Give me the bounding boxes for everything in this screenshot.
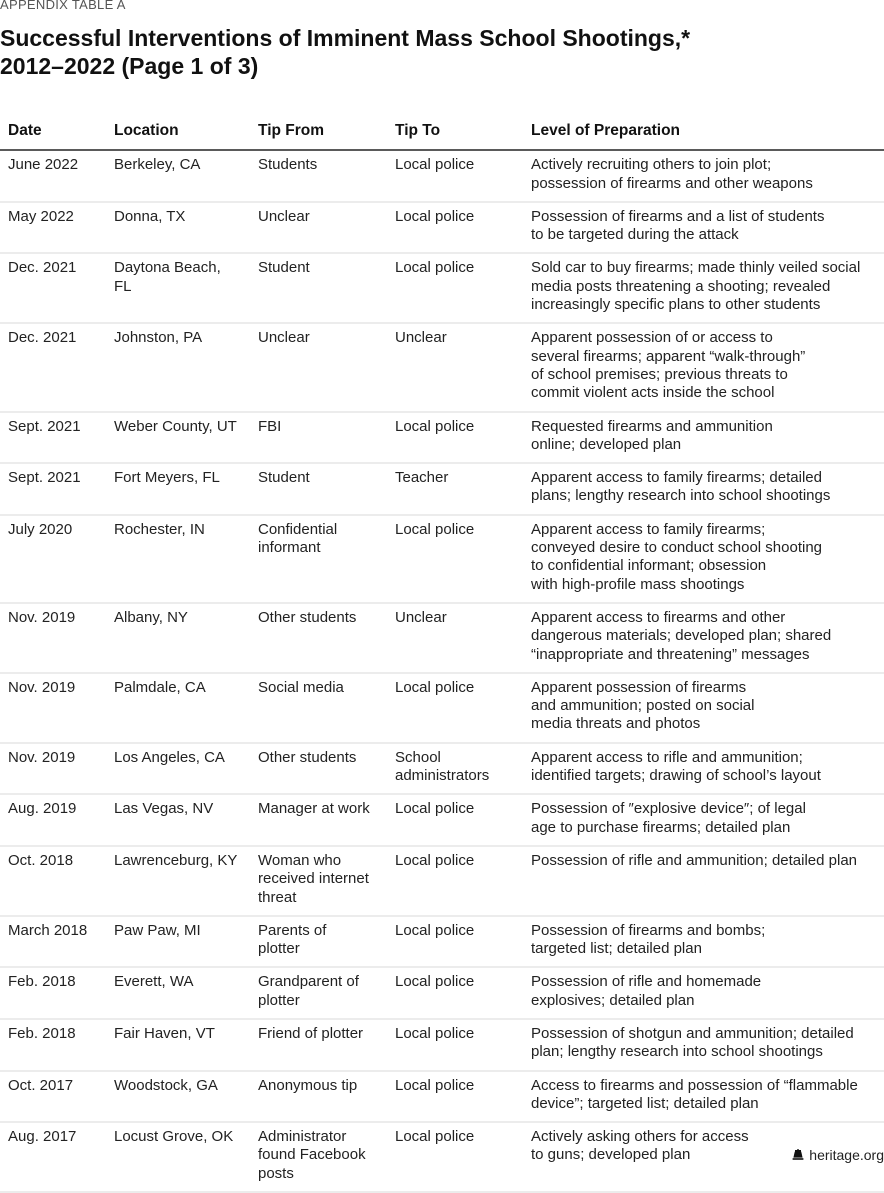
cell-location-line: Las Vegas, NV <box>114 800 214 818</box>
cell-preparation <box>523 1071 884 1123</box>
cell-preparation-line: targeted list; detailed plan <box>531 940 702 958</box>
cell-location <box>106 463 250 515</box>
cell-tip-to-line: School <box>395 748 441 766</box>
cell-preparation-line: Requested firearms and ammunition <box>531 417 773 435</box>
cell-tip-from <box>250 1071 387 1123</box>
cell-tip-to <box>387 603 523 673</box>
cell-location <box>106 794 250 846</box>
cell-preparation-line: Apparent access to firearms and other <box>531 608 786 626</box>
cell-preparation-line: to guns; developed plan <box>531 1146 691 1164</box>
cell-tip-from-line: Social media <box>258 678 344 696</box>
column-header-date: Date <box>0 117 106 150</box>
cell-preparation <box>523 673 884 743</box>
cell-preparation-line: online; developed plan <box>531 435 682 453</box>
table-row <box>0 743 884 795</box>
cell-location-line: Albany, NY <box>114 608 188 626</box>
cell-date <box>0 967 106 1019</box>
cell-location <box>106 967 250 1019</box>
cell-tip-from-line: threat <box>258 888 297 906</box>
table-row <box>0 202 884 254</box>
cell-tip-from-line: FBI <box>258 417 282 435</box>
cell-location <box>106 150 250 202</box>
cell-tip-to <box>387 412 523 464</box>
cell-preparation <box>523 202 884 254</box>
cell-preparation-line: to confidential informant; obsession <box>531 557 767 575</box>
cell-tip-from-line: Other students <box>258 608 357 626</box>
cell-tip-to <box>387 150 523 202</box>
cell-tip-from <box>250 412 387 464</box>
cell-preparation-line: media threats and photos <box>531 715 701 733</box>
cell-tip-from <box>250 916 387 968</box>
cell-tip-to-line: Local police <box>395 520 475 538</box>
cell-tip-to-line: Local police <box>395 678 475 696</box>
cell-preparation <box>523 743 884 795</box>
cell-date-line: Sept. 2021 <box>8 417 81 435</box>
cell-date <box>0 253 106 323</box>
cell-preparation-line: Apparent access to family firearms; detailed <box>531 469 822 487</box>
cell-date-line: Oct. 2018 <box>8 851 74 869</box>
cell-preparation <box>523 515 884 603</box>
cell-tip-from-line: received internet <box>258 870 369 888</box>
cell-date-line: Nov. 2019 <box>8 678 76 696</box>
cell-tip-from-line: Friend of plotter <box>258 1024 364 1042</box>
cell-preparation-line: Actively asking others for access <box>531 1128 749 1146</box>
cell-preparation-line: Actively recruiting others to join plot; <box>531 156 772 174</box>
footer-source <box>792 1147 884 1163</box>
cell-tip-to-line: Local police <box>395 921 475 939</box>
cell-tip-from-line: informant <box>258 539 321 557</box>
cell-date <box>0 412 106 464</box>
cell-tip-from-line: found Facebook <box>258 1146 366 1164</box>
cell-preparation-line: with high-profile mass shootings <box>531 575 745 593</box>
cell-date-line: Aug. 2017 <box>8 1128 77 1146</box>
cell-date <box>0 1071 106 1123</box>
cell-tip-to-line: Local police <box>395 851 475 869</box>
cell-tip-from <box>250 150 387 202</box>
cell-tip-to-line: Unclear <box>395 329 447 347</box>
cell-date-line: Dec. 2021 <box>8 259 77 277</box>
cell-tip-to-line: Local police <box>395 259 475 277</box>
table-row <box>0 515 884 603</box>
table-row <box>0 1019 884 1071</box>
cell-tip-from-line: Manager at work <box>258 800 370 818</box>
cell-tip-from-line: Woman who <box>258 851 342 869</box>
cell-tip-from-line: plotter <box>258 940 300 958</box>
cell-preparation <box>523 412 884 464</box>
cell-location-line: Los Angeles, CA <box>114 748 225 766</box>
cell-location-line: Daytona Beach, <box>114 259 221 277</box>
cell-preparation-line: dangerous materials; developed plan; shared <box>531 627 832 645</box>
cell-tip-from <box>250 202 387 254</box>
cell-preparation <box>523 794 884 846</box>
column-header-tip-from: Tip From <box>250 117 387 150</box>
cell-tip-to-line: Local police <box>395 1024 475 1042</box>
cell-tip-from <box>250 515 387 603</box>
cell-preparation-line: device”; targeted list; detailed plan <box>531 1094 759 1112</box>
cell-preparation <box>523 323 884 411</box>
table-row <box>0 323 884 411</box>
cell-preparation-line: to be targeted during the attack <box>531 226 739 244</box>
cell-preparation-line: Apparent possession of or access to <box>531 329 773 347</box>
cell-preparation-line: Possession of rifle and homemade <box>531 973 762 991</box>
source-url: heritage.org <box>809 1147 884 1163</box>
cell-tip-from <box>250 1019 387 1071</box>
cell-tip-to-line: Teacher <box>395 469 449 487</box>
cell-location-line: Palmdale, CA <box>114 678 206 696</box>
cell-date <box>0 515 106 603</box>
table-row <box>0 150 884 202</box>
cell-date <box>0 1019 106 1071</box>
cell-preparation-line: Possession of firearms and a list of students <box>531 207 825 225</box>
cell-tip-from <box>250 463 387 515</box>
cell-tip-from-line: Students <box>258 156 318 174</box>
cell-tip-to-line: Local police <box>395 1076 475 1094</box>
cell-date <box>0 323 106 411</box>
cell-date <box>0 794 106 846</box>
cell-tip-to-line: Local police <box>395 417 475 435</box>
cell-location-line: Woodstock, GA <box>114 1076 218 1094</box>
cell-preparation <box>523 846 884 916</box>
cell-tip-to <box>387 515 523 603</box>
cell-tip-from-line: Student <box>258 259 310 277</box>
table-row <box>0 1071 884 1123</box>
cell-tip-from <box>250 1122 387 1192</box>
cell-location <box>106 1122 250 1192</box>
cell-tip-to <box>387 846 523 916</box>
table-row <box>0 1122 884 1192</box>
cell-date-line: Oct. 2017 <box>8 1076 74 1094</box>
cell-tip-to <box>387 743 523 795</box>
table-row <box>0 794 884 846</box>
cell-preparation <box>523 150 884 202</box>
cell-preparation-line: Sold car to buy firearms; made thinly veiled social <box>531 259 861 277</box>
cell-tip-from <box>250 967 387 1019</box>
cell-preparation-line: Possession of ″explosive device″; of legal <box>531 800 806 818</box>
cell-tip-to <box>387 463 523 515</box>
cell-date-line: Nov. 2019 <box>8 608 76 626</box>
cell-date-line: Aug. 2019 <box>8 800 77 818</box>
table-row <box>0 463 884 515</box>
cell-location-line: Everett, WA <box>114 973 194 991</box>
column-header-tip-to: Tip To <box>387 117 523 150</box>
cell-location <box>106 916 250 968</box>
table-row <box>0 253 884 323</box>
column-header-preparation: Level of Preparation <box>523 117 884 150</box>
cell-date-line: Sept. 2021 <box>8 469 81 487</box>
cell-preparation <box>523 1019 884 1071</box>
cell-location-line: Berkeley, CA <box>114 156 201 174</box>
cell-tip-to <box>387 967 523 1019</box>
table-row <box>0 916 884 968</box>
cell-preparation-line: increasingly specific plans to other students <box>531 296 821 314</box>
cell-tip-from-line: Parents of <box>258 921 327 939</box>
cell-location-line: Fair Haven, VT <box>114 1024 215 1042</box>
cell-preparation <box>523 967 884 1019</box>
cell-tip-to-line: Local police <box>395 973 475 991</box>
cell-tip-from-line: Grandparent of <box>258 973 359 991</box>
cell-preparation-line: Apparent access to family firearms; <box>531 520 766 538</box>
cell-preparation-line: plans; lengthy research into school shootings <box>531 487 831 505</box>
cell-preparation-line: “inappropriate and threatening” messages <box>531 645 810 663</box>
cell-date-line: Feb. 2018 <box>8 1024 76 1042</box>
cell-tip-to-line: Unclear <box>395 608 447 626</box>
table-body <box>0 150 884 1192</box>
cell-location <box>106 1019 250 1071</box>
cell-preparation-line: Access to firearms and possession of “flammable <box>531 1076 858 1094</box>
cell-date <box>0 916 106 968</box>
cell-tip-from-line: Anonymous tip <box>258 1076 358 1094</box>
cell-location <box>106 846 250 916</box>
cell-preparation-line: Possession of rifle and ammunition; detailed plan <box>531 851 858 869</box>
cell-tip-to-line: Local police <box>395 1128 475 1146</box>
cell-preparation-line: plan; lengthy research into school shootings <box>531 1043 823 1061</box>
cell-tip-from <box>250 603 387 673</box>
cell-preparation-line: explosives; detailed plan <box>531 991 695 1009</box>
cell-location-line: Lawrenceburg, KY <box>114 851 238 869</box>
cell-date-line: Dec. 2021 <box>8 329 77 347</box>
cell-location <box>106 515 250 603</box>
cell-date <box>0 150 106 202</box>
cell-tip-to-line: Local police <box>395 156 475 174</box>
cell-tip-to <box>387 916 523 968</box>
cell-tip-from-line: Other students <box>258 748 357 766</box>
cell-date-line: March 2018 <box>8 921 88 939</box>
cell-date-line: Feb. 2018 <box>8 973 76 991</box>
cell-tip-to <box>387 323 523 411</box>
cell-tip-from-line: Administrator <box>258 1128 347 1146</box>
title-line-1: Successful Interventions of Imminent Mass School Shootings,* <box>0 25 691 51</box>
cell-location <box>106 673 250 743</box>
cell-preparation-line: conveyed desire to conduct school shooting <box>531 539 823 557</box>
cell-tip-to-line: Local police <box>395 800 475 818</box>
cell-tip-from <box>250 673 387 743</box>
cell-tip-to <box>387 202 523 254</box>
cell-preparation <box>523 603 884 673</box>
table-row <box>0 603 884 673</box>
cell-preparation-line: age to purchase firearms; detailed plan <box>531 818 791 836</box>
cell-tip-from-line: posts <box>258 1164 294 1182</box>
cell-date-line: July 2020 <box>8 520 73 538</box>
page-title <box>0 24 860 80</box>
cell-location <box>106 603 250 673</box>
cell-tip-from <box>250 323 387 411</box>
cell-tip-from-line: Student <box>258 469 310 487</box>
cell-location <box>106 202 250 254</box>
cell-tip-to <box>387 673 523 743</box>
cell-date-line: Nov. 2019 <box>8 748 76 766</box>
cell-date <box>0 603 106 673</box>
cell-tip-to <box>387 794 523 846</box>
cell-tip-from <box>250 846 387 916</box>
cell-preparation-line: Apparent possession of firearms <box>531 678 747 696</box>
cell-location <box>106 412 250 464</box>
cell-tip-to <box>387 1019 523 1071</box>
table-row <box>0 412 884 464</box>
cell-tip-from-line: plotter <box>258 991 300 1009</box>
cell-preparation <box>523 463 884 515</box>
cell-preparation-line: Apparent access to rifle and ammunition; <box>531 748 803 766</box>
cell-preparation-line: Possession of shotgun and ammunition; detailed <box>531 1024 854 1042</box>
table-header-row <box>0 117 884 150</box>
cell-location-line: Rochester, IN <box>114 520 205 538</box>
column-header-location: Location <box>106 117 250 150</box>
cell-location-line: FL <box>114 277 132 295</box>
cell-tip-from <box>250 743 387 795</box>
cell-tip-to-line: administrators <box>395 767 490 785</box>
cell-location-line: Donna, TX <box>114 207 186 225</box>
cell-date <box>0 846 106 916</box>
cell-date <box>0 463 106 515</box>
liberty-bell-icon <box>792 1149 804 1161</box>
cell-preparation-line: media posts threatening a shooting; revealed <box>531 277 831 295</box>
cell-date-line: May 2022 <box>8 207 74 225</box>
cell-preparation-line: identified targets; drawing of school’s layout <box>531 767 821 785</box>
cell-tip-to <box>387 1071 523 1123</box>
cell-location-line: Fort Meyers, FL <box>114 469 220 487</box>
cell-tip-to-line: Local police <box>395 207 475 225</box>
cell-date <box>0 743 106 795</box>
cell-preparation-line: possession of firearms and other weapons <box>531 174 813 192</box>
cell-preparation-line: several firearms; apparent “walk-through” <box>531 347 806 365</box>
table-row <box>0 673 884 743</box>
table-row <box>0 846 884 916</box>
cell-tip-from <box>250 794 387 846</box>
cell-date <box>0 202 106 254</box>
cell-preparation <box>523 916 884 968</box>
interventions-table <box>0 117 884 1193</box>
cell-preparation <box>523 253 884 323</box>
cell-preparation-line: Possession of firearms and bombs; <box>531 921 766 939</box>
cell-tip-from-line: Unclear <box>258 207 310 225</box>
table-row <box>0 967 884 1019</box>
cell-tip-from-line: Confidential <box>258 520 338 538</box>
cell-location <box>106 253 250 323</box>
cell-date <box>0 1122 106 1192</box>
cell-preparation-line: commit violent acts inside the school <box>531 384 775 402</box>
cell-location <box>106 1071 250 1123</box>
cell-tip-to <box>387 1122 523 1192</box>
cell-date-line: June 2022 <box>8 156 79 174</box>
cell-location-line: Locust Grove, OK <box>114 1128 234 1146</box>
cell-location <box>106 743 250 795</box>
appendix-label: APPENDIX TABLE A <box>0 0 126 12</box>
cell-location-line: Johnston, PA <box>114 329 203 347</box>
cell-location <box>106 323 250 411</box>
title-line-2: 2012–2022 (Page 1 of 3) <box>0 53 259 79</box>
cell-preparation-line: and ammunition; posted on social <box>531 697 755 715</box>
cell-preparation-line: of school premises; previous threats to <box>531 365 788 383</box>
cell-tip-to <box>387 253 523 323</box>
cell-tip-from <box>250 253 387 323</box>
cell-location-line: Weber County, UT <box>114 417 237 435</box>
cell-location-line: Paw Paw, MI <box>114 921 201 939</box>
cell-tip-from-line: Unclear <box>258 329 310 347</box>
cell-date <box>0 673 106 743</box>
